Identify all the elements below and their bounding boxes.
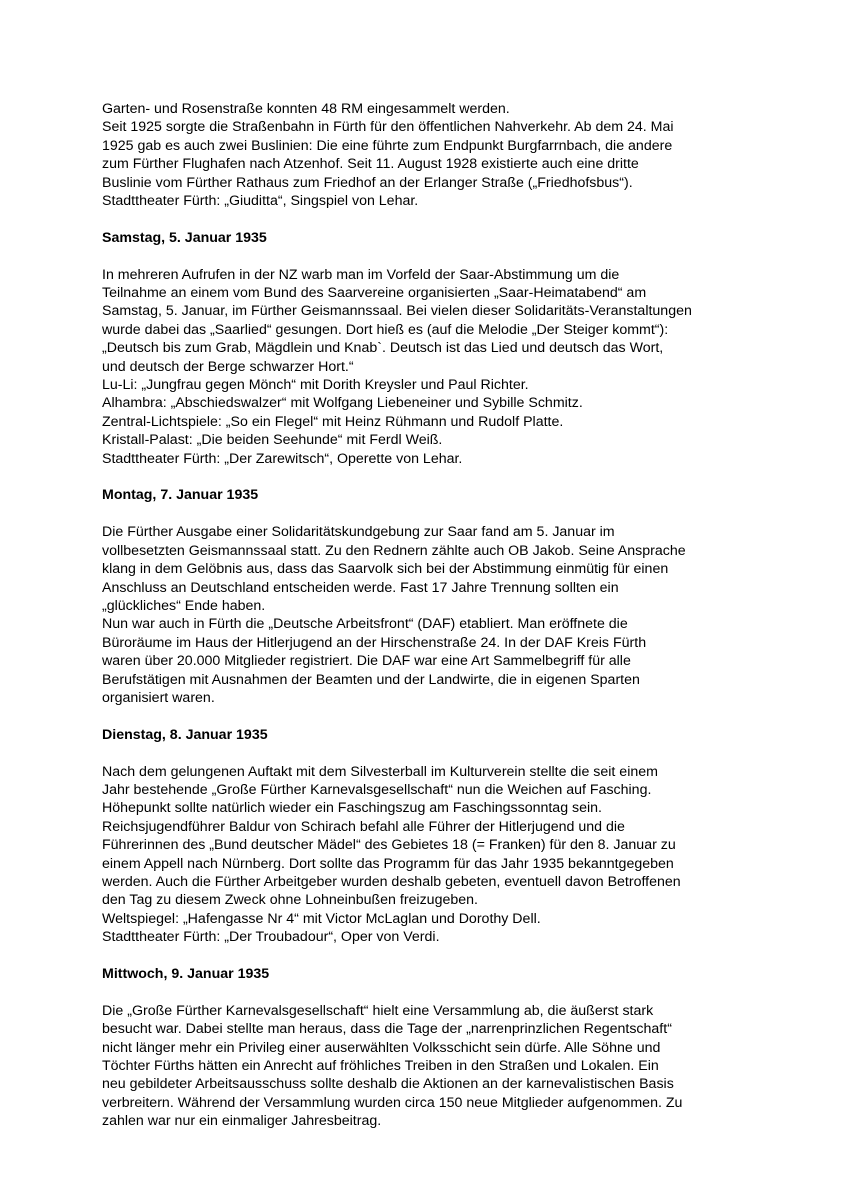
text-line: „glückliches“ Ende haben.: [102, 597, 266, 614]
text-line: werden. Auch die Fürther Arbeitgeber wurden deshalb gebeten, eventuell davon Betroffenen: [102, 873, 681, 890]
text-line: wurde dabei das „Saarlied“ gesungen. Dort hieß es (auf die Melodie „Der Steiger kommt“):: [102, 321, 669, 338]
intro-paragraph: [102, 100, 742, 210]
text-line: Seit 1925 sorgte die Straßenbahn in Fürth für den öffentlichen Nahverkehr. Ab dem 24. Mai: [102, 119, 674, 136]
text-line: einem Appell nach Nürnberg. Dort sollte das Programm für das Jahr 1935 bekanntgegeben: [102, 855, 674, 872]
text-line: Höhepunkt sollte natürlich wieder ein Faschingszug am Faschingssonntag sein.: [102, 800, 602, 817]
text-line: den Tag zu diesem Zweck ohne Lohneinbußen freizugeben.: [102, 892, 478, 909]
text-line: klang in dem Gelöbnis aus, dass das Saarvolk sich bei der Abstimmung einmütig für einen: [102, 561, 669, 578]
text-line: Stadttheater Fürth: „Der Troubadour“, Oper von Verdi.: [102, 929, 440, 946]
text-line: nicht länger mehr ein Privileg einer auserwählten Volksschicht sein dürfe. Alle Söhne und: [102, 1039, 661, 1056]
text-line: Berufstätigen mit Ausnahmen der Beamten und der Landwirte, die in eigenen Sparten: [102, 671, 640, 688]
text-line: In mehreren Aufrufen in der NZ warb man im Vorfeld der Saar-Abstimmung um die: [102, 266, 620, 283]
text-line: Stadttheater Fürth: „Giuditta“, Singspiel von Lehar.: [102, 193, 419, 210]
text-line: besucht war. Dabei stellte man heraus, dass die Tage der „narrenprinzlichen Regentschaft“: [102, 1021, 672, 1038]
text-line: Die „Große Fürther Karnevalsgesellschaft“ hielt eine Versammlung ab, die äußerst stark: [102, 1002, 654, 1019]
text-line: Büroräume im Haus der Hitlerjugend an der Hirschenstraße 24. In der DAF Kreis Fürth: [102, 634, 647, 651]
text-line: zum Fürther Flughafen nach Atzenhof. Seit 11. August 1928 existierte auch eine dritte: [102, 156, 639, 173]
section-montag: [102, 486, 742, 707]
section-dienstag: [102, 726, 742, 947]
text-line: Garten- und Rosenstraße konnten 48 RM eingesammelt werden.: [102, 101, 510, 117]
text-line: Zentral-Lichtspiele: „So ein Flegel“ mit Heinz Rühmann und Rudolf Platte.: [102, 413, 564, 430]
text-line: waren über 20.000 Mitglieder registriert. Die DAF war eine Art Sammelbegriff für alle: [102, 653, 631, 670]
section-heading: Montag, 7. Januar 1935: [102, 487, 259, 504]
text-line: Teilnahme an einem vom Bund des Saarvereine organisierten „Saar-Heimatabend“ am: [102, 285, 647, 302]
text-line: neu gebildeter Arbeitsausschuss sollte deshalb die Aktionen an der karnevalistischen Basis: [102, 1076, 674, 1093]
text-line: Stadttheater Fürth: „Der Zarewitsch“, Operette von Lehar.: [102, 450, 463, 467]
text-line: Nach dem gelungenen Auftakt mit dem Silvesterball im Kulturverein stellte die seit einem: [102, 763, 658, 780]
section-mittwoch: [102, 965, 742, 1131]
text-line: zahlen war nur ein einmaliger Jahresbeitrag.: [102, 1113, 382, 1130]
section-samstag: [102, 229, 742, 468]
text-line: Buslinie vom Fürther Rathaus zum Friedhof an der Erlanger Straße („Friedhofsbus“).: [102, 174, 633, 191]
text-line: Kristall-Palast: „Die beiden Seehunde“ mit Ferdl Weiß.: [102, 432, 443, 449]
section-heading: Mittwoch, 9. Januar 1935: [102, 965, 270, 982]
text-line: Alhambra: „Abschiedswalzer“ mit Wolfgang Liebeneiner und Sybille Schmitz.: [102, 395, 583, 412]
text-line: Die Fürther Ausgabe einer Solidaritätskundgebung zur Saar fand am 5. Januar im: [102, 524, 615, 541]
section-heading: Dienstag, 8. Januar 1935: [102, 726, 268, 743]
text-line: Jahr bestehende „Große Fürther Karnevalsgesellschaft“ nun die Weichen auf Fasching.: [102, 781, 652, 798]
text-line: Töchter Fürths hätten ein Anrecht auf fröhliches Treiben in den Straßen und Lokalen. Ein: [102, 1058, 659, 1074]
text-line: und deutsch der Berge schwarzer Hort.“: [102, 358, 354, 375]
text-line: Führerinnen des „Bund deutscher Mädel“ des Gebietes 18 (= Franken) für den 8. Januar zu: [102, 837, 676, 854]
text-line: vollbesetzten Geismannssaal statt. Zu den Rednern zählte auch OB Jakob. Seine Ansprache: [102, 542, 686, 559]
text-line: Reichsjugendführer Baldur von Schirach befahl alle Führer der Hitlerjugend und die: [102, 818, 625, 835]
text-line: Nun war auch in Fürth die „Deutsche Arbeitsfront“ (DAF) etabliert. Man eröffnete die: [102, 616, 628, 633]
text-line: 1925 gab es auch zwei Buslinien: Die eine führte zum Endpunkt Burgfarrnbach, die andere: [102, 137, 673, 154]
section-heading: Samstag, 5. Januar 1935: [102, 229, 267, 246]
text-line: verbreitern. Während der Versammlung wurden circa 150 neue Mitglieder aufgenommen. Zu: [102, 1094, 683, 1111]
document-page: [102, 100, 742, 1131]
text-line: „Deutsch bis zum Grab, Mägdlein und Knab`. Deutsch ist das Lied und deutsch das Wort,: [102, 340, 664, 357]
text-line: Samstag, 5. Januar, im Fürther Geismannssaal. Bei vielen dieser Solidaritäts-Veranstaltungen: [102, 303, 692, 320]
text-line: Anschluss an Deutschland entscheiden werde. Fast 17 Jahre Trennung sollten ein: [102, 579, 619, 596]
text-line: Weltspiegel: „Hafengasse Nr 4“ mit Victor McLaglan und Dorothy Dell.: [102, 910, 541, 927]
text-line: organisiert waren.: [102, 689, 215, 706]
text-line: Lu-Li: „Jungfrau gegen Mönch“ mit Dorith Kreysler und Paul Richter.: [102, 377, 529, 394]
